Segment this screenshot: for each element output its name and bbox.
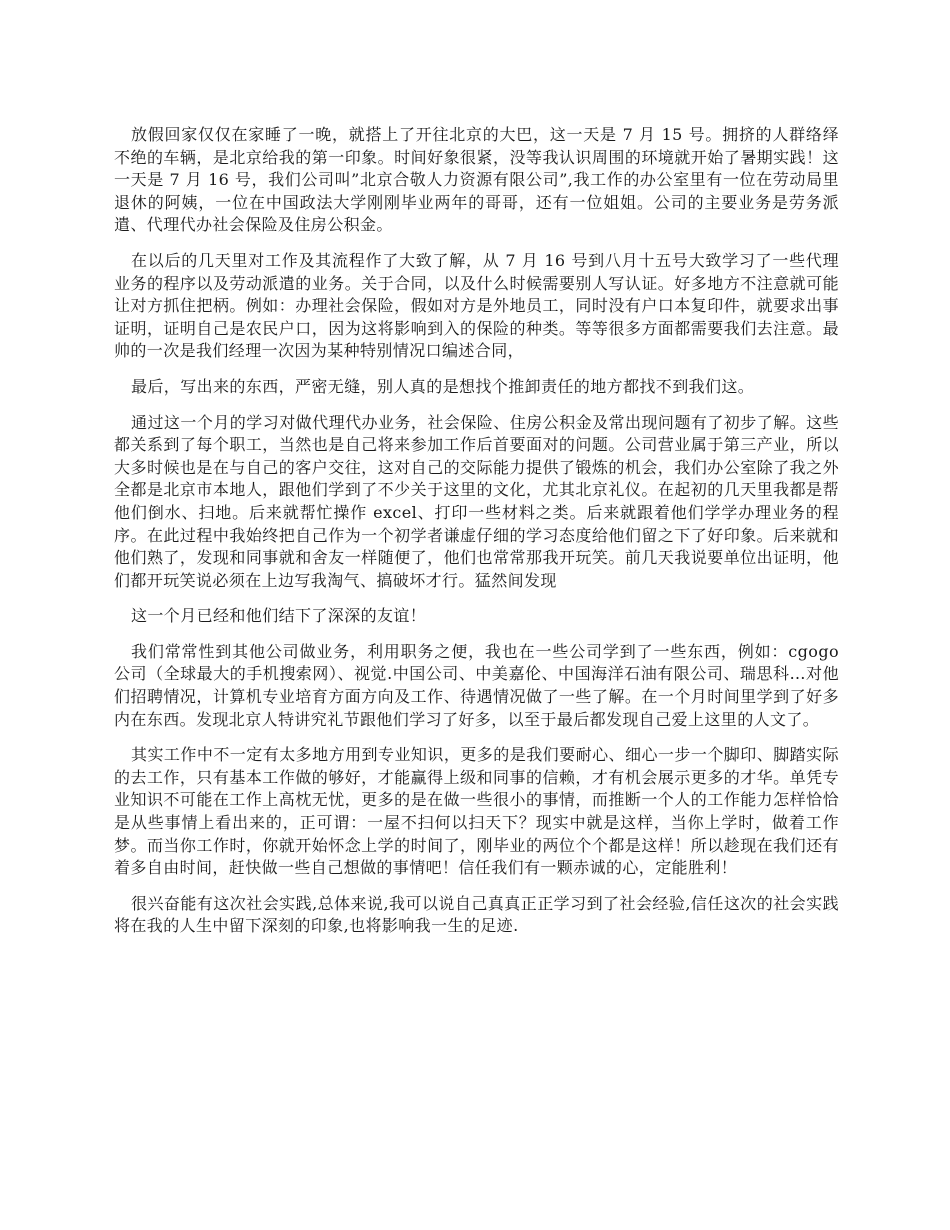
paragraph-contract-result: 最后，写出来的东西，严密无缝，别人真的是想找个推卸责任的地方都找不到我们这。 (131, 376, 755, 396)
paragraph-learning-process: 在以后的几天里对工作及其流程作了大致了解，从 7 月 16 号到八月十五号大致学习了一些代理业务的程序以及劳动派遣的业务。关于合同，以及什么时候需要别人写认证。好多地方不注意就可能让对方抓住把柄。例如：办理社会保险，假如对方是外地员工，同时没有户口本复印件，就要求出事证明，证明自己是农民户口，因为这将影响到入的保险的种类。等等很多方面都需要我们去注意。最帅的一次是我们经理一次因为某种特别情况口编述合同， (114, 250, 839, 361)
paragraph-month-summary: 通过这一个月的学习对做代理代办业务，社会保险、住房公积金及常出现问题有了初步了解。这些都关系到了每个职工，当然也是自己将来参加工作后首要面对的问题。公司营业属于第三产业，所以大多时候也是在与自己的客户交往，这对自己的交际能力提供了锻炼的机会，我们办公室除了我之外全都是北京市本地人，跟他们学到了不少关于这里的文化，尤其北京礼仪。在起初的几天里我都是帮他们倒水、扫地。后来就帮忙操作 excel、打印一些材料之类。后来就跟着他们学学办理业务的程序。在此过程中我始终把自己作为一个初学者谦虚仔细的学习态度给他们留之下了好印象。后来就和他们熟了，发现和同事就和舍友一样随便了，他们也常常那我开玩笑。前几天我说要单位出证明，他们都开玩笑说必须在上边写我淘气、搞破坏才行。猛然间发现 (114, 412, 839, 590)
paragraph-friendship: 这一个月已经和他们结下了深深的友谊！ (131, 606, 427, 626)
paragraph-conclusion: 很兴奋能有这次社会实践,总体来说,我可以说自己真真正正学习到了社会经验,信任这次的社会实践将在我的人生中留下深刻的印象,也将影响我一生的足迹. (114, 893, 839, 936)
paragraph-work-reflection: 其实工作中不一定有太多地方用到专业知识，更多的是我们要耐心、细心一步一个脚印、脚踏实际的去工作，只有基本工作做的够好，才能赢得上级和同事的信赖，才有机会展示更多的才华。单凭专业知识不可能在工作上高枕无忧，更多的是在做一些很小的事情，而推断一个人的工作能力怎样恰恰是从些事情上看出来的，正可谓：一屋不扫何以扫天下？现实中就是这样，当你上学时，做着工作梦。而当你工作时，你就开始怀念上学的时间了，刚毕业的两位个个都是这样！所以趁现在我们还有着多自由时间，赶快做一些自己想做的事情吧！信任我们有一颗赤诚的心，定能胜利！ (114, 745, 839, 878)
document-body (114, 124, 839, 951)
paragraph-arrival: 放假回家仅仅在家睡了一晚，就搭上了开往北京的大巴，这一天是 7 月 15 号。拥挤的人群络绎不绝的车辆，是北京给我的第一印象。时间好象很紧，没等我认识周围的环境就开始了暑期实践！这一天是 7 月 16 号，我们公司叫”北京合敬人力资源有限公司”,我工作的办公室里有一位在劳动局里退休的阿姨，一位在中国政法大学刚刚毕业两年的哥哥，还有一位姐姐。公司的主要业务是劳务派遣、代理代办社会保险及住房公积金。 (114, 125, 839, 235)
paragraph-other-companies: 我们常常性到其他公司做业务，利用职务之便，我也在一些公司学到了一些东西，例如：cgogo 公司（全球最大的手机搜索网）、视觉.中国公司、中美嘉伦、中国海洋石油有限公司、瑞思科…对他们招聘情况，计算机专业培育方面方向及工作、待遇情况做了一些了解。在一个月时间里学到了好多内在东西。发现北京人特讲究礼节跟他们学习了好多，以至于最后都发现自己爱上这里的人文了。 (114, 641, 839, 729)
